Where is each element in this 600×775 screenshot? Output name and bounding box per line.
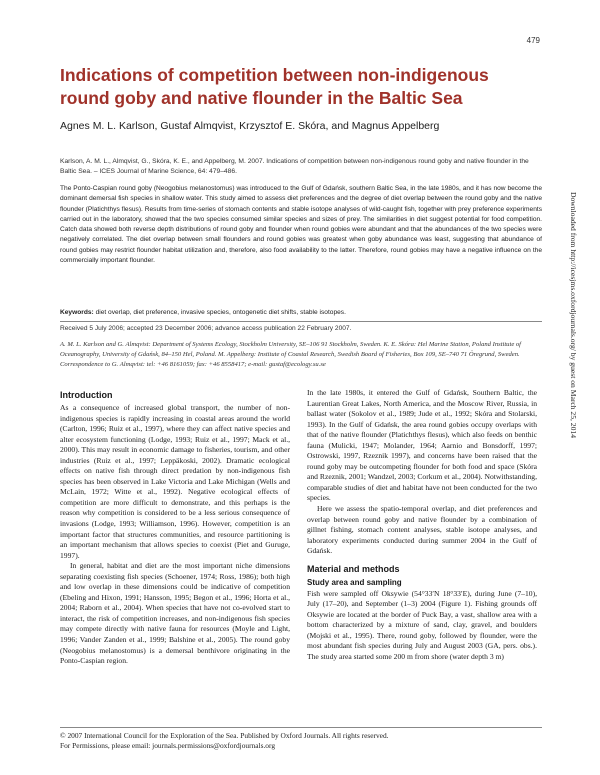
page-number: 479 [526, 36, 540, 45]
study-area-heading: Study area and sampling [307, 577, 402, 587]
article-title: Indications of competition between non-indigenous round goby and native flounder in the Baltic Sea [60, 65, 489, 108]
divider [60, 321, 542, 322]
left-column [60, 388, 290, 667]
introduction-heading: Introduction [60, 390, 113, 400]
keywords-label: Keywords: [60, 309, 94, 316]
affiliations: A. M. L. Karlson and G. Almqvist: Department of Systems Ecology, Stockholm University, SE–106 91 Stockholm, Sweden. K. E. Skóra: Hel Marine Station, Poland Institute of Oceanography, University of Gdańsk, 84–150 Hel, Poland. M. Appelberg: Institute of Coastal Research, Swedish Board of Fisheries, Box 109, SE–740 71 Öregrund, Sweden. Correspondence to G. Almqvist: tel: +46 8161059; fax: +46 8558417; e-mail: gustaf@ecology.su.se [60, 341, 522, 369]
copyright-line: © 2007 International Council for the Exploration of the Sea. Published by Oxford Journals. All rights reserved. [60, 731, 389, 740]
introduction-paragraph: As a consequence of increased global transport, the number of non-indigenous species is rapidly increasing in coastal areas around the world (Carlton, 1996; Ruiz et al., 1997), where they can affect native species and alter ecosystem functioning (Lodge, 1993; Ruiz et al., 1997; Mack et al., 2000). This may result in economic damage to fisheries, tourism, and other industries (Ruiz et al., 1997; Leppäkoski, 2002). Dramatic ecological effects on native fish through direct predation by non-indigenous fish species has been observed in Lake Victoria and Lake Michigan (Wells and McLain, 1972; Witte et al., 1992). Negative ecological effects of competition are more difficult to demonstrate, and this perhaps is the reason why competition is considered to be a less serious consequence of invasions (Lodge, 1993; Williamson, 1996). However, competition is an important factor that structures communities, and resource partitioning is an important mechanism that allows species to coexist (Piet and Guruge, 1997). [60, 403, 290, 560]
received-dates: Received 5 July 2006; accepted 23 December 2006; advance access publication 22 February 2007. [60, 325, 352, 332]
introduction-paragraph: In general, habitat and diet are the most important niche dimensions separating coexisting fish species (Schoener, 1974; Ross, 1986); both high and low overlap in these dimensions could be indicative of competition (Ebeling and Hixon, 1991; Hansson, 1995; Begon et al., 1996; Horta et al., 2004; Raborn et al., 2004). When species that have not co-evolved start to interact, the risk of competition increases, and non-indigenous fish species may compete directly with native fauna for resources (Moyle and Light, 1996; Vander Zanden et al., 1999; Balshine et al., 2005). The round goby (Neogobius melanostomus) is a demersal benthivore originating in the Ponto-Caspian region. [60, 561, 290, 666]
methods-heading: Material and methods [307, 563, 400, 574]
right-column [307, 388, 537, 663]
permissions-line: For Permissions, please email: journals.permissions@oxfordjournals.org [60, 741, 276, 750]
download-notice: Downloaded from http://icesjms.oxfordjournals.org/ by guest on March 25, 2014 [569, 192, 578, 438]
author-list: Agnes M. L. Karlson, Gustaf Almqvist, Krzysztof E. Skóra, and Magnus Appelberg [60, 120, 440, 132]
citation: Karlson, A. M. L., Almqvist, G., Skóra, K. E., and Appelberg, M. 2007. Indications of competition between non-indigenous round goby and native flounder in the Baltic Sea. – ICES Journal of Marine Science, 64: 479–486. [60, 158, 529, 175]
introduction-paragraph: Here we assess the spatio-temporal overlap, and diet preferences and overlap between round goby and native flounder by a combination of gillnet fishing, stomach content analyses, stable isotope analyses, and laboratory experiments conducted during summer 2004 in the Gulf of Gdańsk. [307, 504, 537, 556]
introduction-paragraph: In the late 1980s, it entered the Gulf of Gdańsk, Southern Baltic, the Laurentian Great Lakes, North America, and the Moscow River, Russia, in ballast water (Sokolov et al., 1989; Jude et al., 1992; Skóra and Stolarski, 1993). In the Gulf of Gdańsk, the area round gobies occupy overlaps with that of the native flounder (Platichthys flesus), which also feeds on benthic fauna (Mulicki, 1947; Molander, 1964; Aarnio and Bonsdorff, 1997; Ostrowski, 1997, Rzeznik 1997), and concerns have been raised that the round goby may be outcompeting flounder for both food and space (Skóra and Rzeznik, 2001; Wandzel, 2003; Corkum et al., 2004). Notwithstanding, comparable studies of diet and habitat have not been conducted for the two species. [307, 388, 537, 503]
footer-divider [60, 727, 542, 728]
copyright-footer [60, 731, 542, 751]
keywords [60, 309, 542, 316]
abstract: The Ponto-Caspian round goby (Neogobius melanostomus) was introduced to the Gulf of Gdańsk, southern Baltic Sea, in the late 1980s, and it has now become the dominant demersal fish species in shallow water. This study aimed to assess diet preferences and the degree of diet overlap between the round goby and the native flounder (Platichthys flesus). Results from time-series of stomach contents and stable isotope analyses of wild-caught fish, together with prey preference experiments carried out in the laboratory, showed that the two species consumed similar species and sizes of prey. The similarities in diet suggest potential for food competition. Catch data showed both reverse depth distributions of round goby and flounder when round gobies were abundant and that the abundances of the two species were negatively correlated. The diet overlap between small flounders and round gobies was greatest when goby abundance was least, suggesting that abundance of round gobies may restrict flounder habitat utilization and, therefore, also food availability to the latter. Therefore, round gobies may have a negative influence on the commercially important flounder. [60, 185, 542, 265]
keywords-text: diet overlap, diet preference, invasive species, ontogenetic diet shifts, stable isotopes. [95, 309, 346, 316]
methods-paragraph: Fish were sampled off Oksywie (54°33′N 18°33′E), during June (7–10), July (17–20), and September (1–3) 2004 (Figure 1). Fishing grounds off Oksywie are located at the border of Puck Bay, a vast, shallow area with a bottom characterized by a mixture of sand, clay, gravel, and boulders (Mojski et al., 1995). There, round goby, followed by flounder, were the most abundant fish species during July and August 2003 (GA, pers. obs.). The study area started some 200 m from shore (water depth 3 m) [307, 588, 537, 662]
